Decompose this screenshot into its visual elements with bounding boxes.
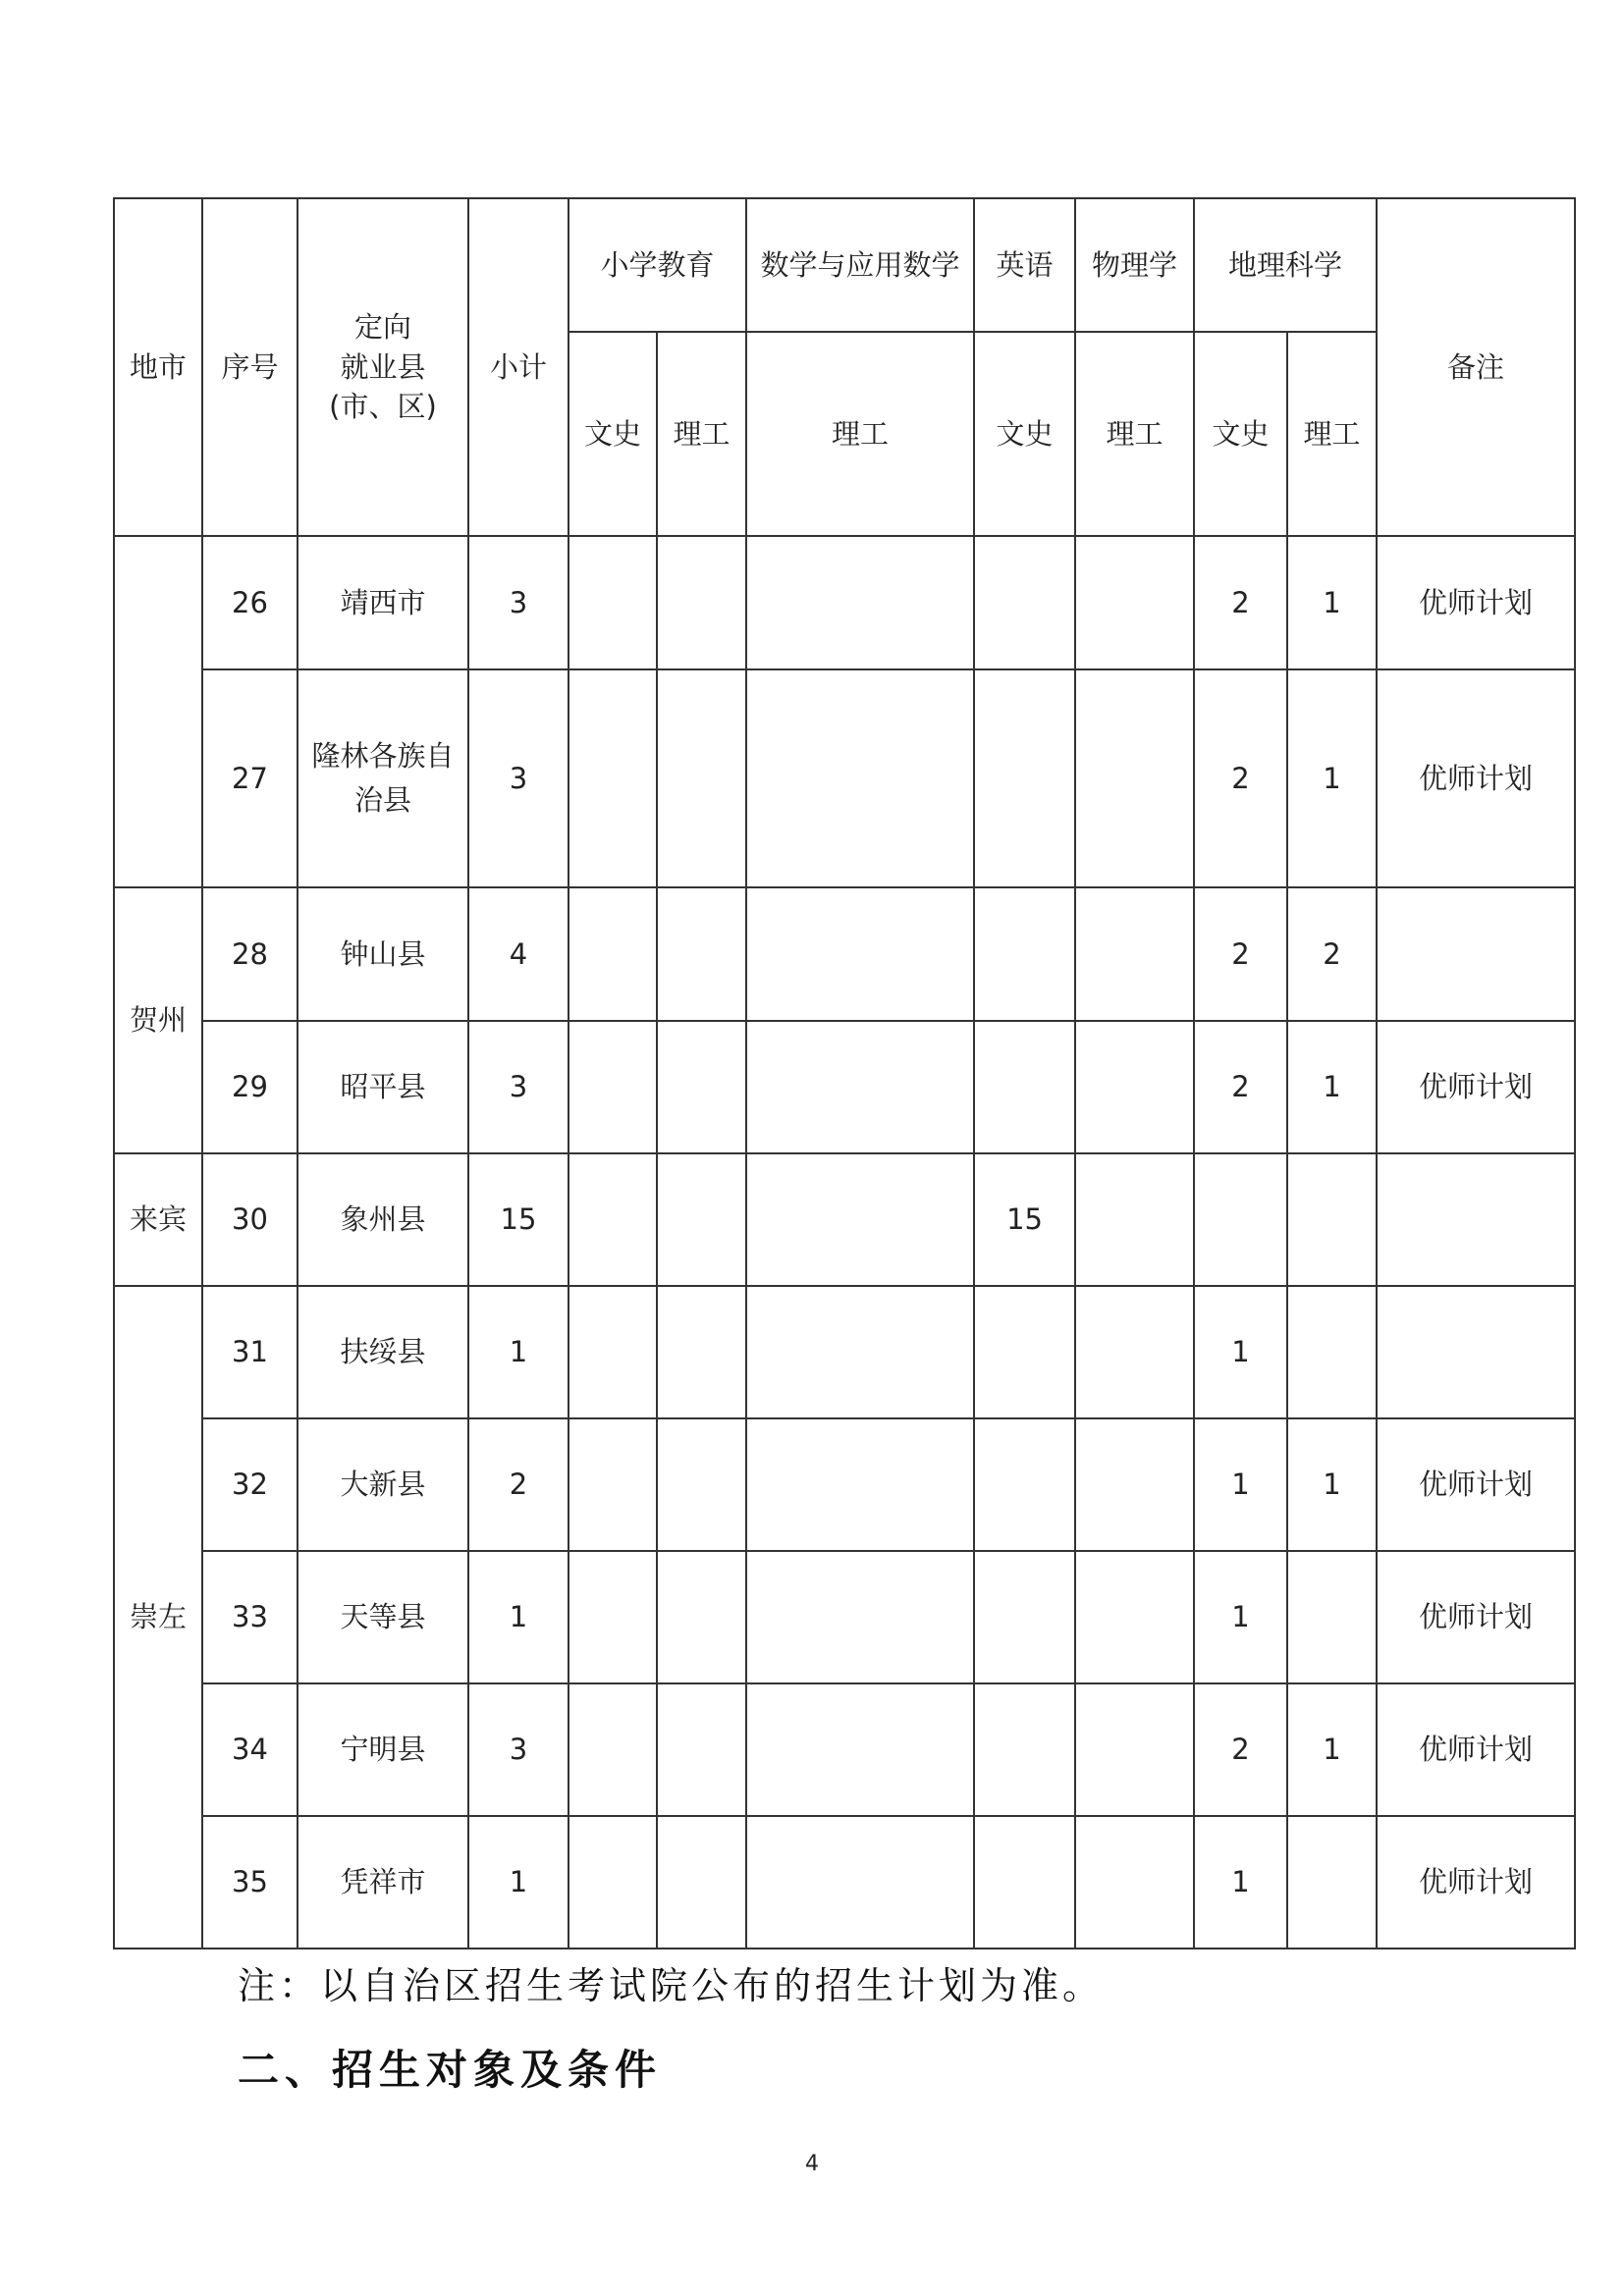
cell-geography-ligong xyxy=(1287,1816,1377,1949)
cell-geography-wenshi xyxy=(1194,1153,1287,1286)
header-county xyxy=(298,198,468,536)
cell-remark: 优师计划 xyxy=(1377,1816,1575,1949)
cell-physics-ligong xyxy=(1075,1683,1194,1816)
cell-geography-ligong xyxy=(1287,1153,1377,1286)
cell-primary-ligong xyxy=(657,1286,746,1418)
region-cell: 贺州 xyxy=(114,887,202,1153)
cell-geography-wenshi: 1 xyxy=(1194,1286,1287,1418)
cell-subtotal: 1 xyxy=(468,1551,568,1683)
cell-primary-ligong xyxy=(657,669,746,887)
cell-math-ligong xyxy=(746,1683,974,1816)
cell-english-wenshi xyxy=(974,887,1075,1021)
cell-subtotal: 1 xyxy=(468,1816,568,1949)
cell-physics-ligong xyxy=(1075,1418,1194,1551)
cell-index: 30 xyxy=(202,1153,298,1286)
cell-math-ligong xyxy=(746,887,974,1021)
cell-physics-ligong xyxy=(1075,1021,1194,1153)
table-row xyxy=(114,1021,1575,1153)
cell-geography-ligong: 1 xyxy=(1287,1021,1377,1153)
cell-geography-wenshi: 2 xyxy=(1194,536,1287,669)
cell-subtotal: 4 xyxy=(468,887,568,1021)
cell-math-ligong xyxy=(746,1816,974,1949)
cell-physics-ligong xyxy=(1075,536,1194,669)
table-row xyxy=(114,536,1575,669)
table-row xyxy=(114,1286,1575,1418)
cell-primary-ligong xyxy=(657,1153,746,1286)
cell-geography-ligong: 1 xyxy=(1287,1683,1377,1816)
header-geography-wenshi: 文史 xyxy=(1194,332,1287,536)
cell-math-ligong xyxy=(746,1153,974,1286)
cell-geography-wenshi: 2 xyxy=(1194,669,1287,887)
cell-county: 靖西市 xyxy=(298,536,468,669)
cell-county: 钟山县 xyxy=(298,887,468,1021)
cell-math-ligong xyxy=(746,1418,974,1551)
cell-english-wenshi xyxy=(974,536,1075,669)
cell-geography-wenshi: 2 xyxy=(1194,1683,1287,1816)
cell-county: 凭祥市 xyxy=(298,1816,468,1949)
header-index: 序号 xyxy=(202,198,298,536)
header-english: 英语 xyxy=(974,198,1075,332)
cell-primary-ligong xyxy=(657,1021,746,1153)
cell-remark: 优师计划 xyxy=(1377,1683,1575,1816)
cell-geography-ligong: 1 xyxy=(1287,1418,1377,1551)
cell-english-wenshi xyxy=(974,1418,1075,1551)
cell-physics-ligong xyxy=(1075,1816,1194,1949)
cell-primary-wenshi xyxy=(568,1153,657,1286)
cell-primary-wenshi xyxy=(568,1286,657,1418)
cell-index: 28 xyxy=(202,887,298,1021)
cell-subtotal: 3 xyxy=(468,1683,568,1816)
cell-remark: 优师计划 xyxy=(1377,536,1575,669)
cell-primary-ligong xyxy=(657,1551,746,1683)
cell-primary-wenshi xyxy=(568,887,657,1021)
cell-primary-wenshi xyxy=(568,1551,657,1683)
cell-index: 32 xyxy=(202,1418,298,1551)
cell-remark xyxy=(1377,1286,1575,1418)
cell-index: 34 xyxy=(202,1683,298,1816)
cell-geography-wenshi: 1 xyxy=(1194,1418,1287,1551)
cell-index: 31 xyxy=(202,1286,298,1418)
cell-primary-wenshi xyxy=(568,1021,657,1153)
header-remark: 备注 xyxy=(1377,198,1575,536)
cell-primary-wenshi xyxy=(568,669,657,887)
header-county-line-1: 定向 xyxy=(353,310,411,345)
header-county-line-2: 就业县 xyxy=(340,349,426,384)
cell-remark: 优师计划 xyxy=(1377,1551,1575,1683)
header-primary-ligong: 理工 xyxy=(657,332,746,536)
header-primary-education: 小学教育 xyxy=(568,198,746,332)
cell-geography-wenshi: 2 xyxy=(1194,1021,1287,1153)
cell-county: 天等县 xyxy=(298,1551,468,1683)
cell-math-ligong xyxy=(746,536,974,669)
cell-county: 昭平县 xyxy=(298,1021,468,1153)
cell-primary-wenshi xyxy=(568,1816,657,1949)
cell-primary-wenshi xyxy=(568,1418,657,1551)
cell-math-ligong xyxy=(746,1021,974,1153)
header-subtotal: 小计 xyxy=(468,198,568,536)
header-math: 数学与应用数学 xyxy=(746,198,974,332)
cell-math-ligong xyxy=(746,669,974,887)
region-cell: 来宾 xyxy=(114,1153,202,1286)
table-row xyxy=(114,1418,1575,1551)
header-row-1 xyxy=(114,198,1575,332)
cell-physics-ligong xyxy=(1075,1286,1194,1418)
cell-physics-ligong xyxy=(1075,887,1194,1021)
region-cell: 崇左 xyxy=(114,1286,202,1949)
cell-physics-ligong xyxy=(1075,669,1194,887)
table-row xyxy=(114,887,1575,1021)
cell-primary-ligong xyxy=(657,1816,746,1949)
cell-english-wenshi xyxy=(974,1816,1075,1949)
cell-math-ligong xyxy=(746,1551,974,1683)
cell-primary-wenshi xyxy=(568,536,657,669)
cell-geography-wenshi: 1 xyxy=(1194,1551,1287,1683)
cell-physics-ligong xyxy=(1075,1551,1194,1683)
table-note: 注：以自治区招生考试院公布的招生计划为准。 xyxy=(238,1964,1105,2007)
header-geography: 地理科学 xyxy=(1194,198,1377,332)
cell-primary-ligong xyxy=(657,1418,746,1551)
cell-geography-ligong: 1 xyxy=(1287,669,1377,887)
cell-remark: 优师计划 xyxy=(1377,669,1575,887)
page-number: 4 xyxy=(805,2152,819,2176)
section-heading: 二、招生对象及条件 xyxy=(238,2046,663,2094)
cell-subtotal: 3 xyxy=(468,669,568,887)
cell-geography-wenshi: 1 xyxy=(1194,1816,1287,1949)
cell-primary-ligong xyxy=(657,887,746,1021)
header-geography-ligong: 理工 xyxy=(1287,332,1377,536)
table-row xyxy=(114,1683,1575,1816)
cell-subtotal: 2 xyxy=(468,1418,568,1551)
cell-county: 象州县 xyxy=(298,1153,468,1286)
cell-county: 扶绥县 xyxy=(298,1286,468,1418)
cell-county: 宁明县 xyxy=(298,1683,468,1816)
cell-remark xyxy=(1377,1153,1575,1286)
cell-geography-ligong: 2 xyxy=(1287,887,1377,1021)
cell-subtotal: 1 xyxy=(468,1286,568,1418)
header-city: 地市 xyxy=(114,198,202,536)
cell-index: 29 xyxy=(202,1021,298,1153)
cell-english-wenshi xyxy=(974,669,1075,887)
header-county-line-3: (市、区) xyxy=(329,390,437,424)
cell-county: 大新县 xyxy=(298,1418,468,1551)
cell-geography-ligong: 1 xyxy=(1287,536,1377,669)
cell-index: 26 xyxy=(202,536,298,669)
region-cell-empty xyxy=(114,536,202,887)
cell-index: 33 xyxy=(202,1551,298,1683)
cell-index: 35 xyxy=(202,1816,298,1949)
cell-english-wenshi xyxy=(974,1683,1075,1816)
cell-english-wenshi xyxy=(974,1551,1075,1683)
header-math-ligong: 理工 xyxy=(746,332,974,536)
table-row xyxy=(114,1153,1575,1286)
cell-geography-wenshi: 2 xyxy=(1194,887,1287,1021)
table-row xyxy=(114,669,1575,887)
cell-english-wenshi xyxy=(974,1286,1075,1418)
header-physics: 物理学 xyxy=(1075,198,1194,332)
cell-geography-ligong xyxy=(1287,1286,1377,1418)
cell-county: 隆林各族自治县 xyxy=(298,669,468,887)
cell-index: 27 xyxy=(202,669,298,887)
cell-remark: 优师计划 xyxy=(1377,1021,1575,1153)
cell-math-ligong xyxy=(746,1286,974,1418)
cell-geography-ligong xyxy=(1287,1551,1377,1683)
cell-english-wenshi xyxy=(974,1021,1075,1153)
cell-subtotal: 3 xyxy=(468,536,568,669)
enrollment-plan-table xyxy=(113,197,1576,1949)
cell-primary-ligong xyxy=(657,536,746,669)
table-row xyxy=(114,1551,1575,1683)
header-primary-wenshi: 文史 xyxy=(568,332,657,536)
header-english-wenshi: 文史 xyxy=(974,332,1075,536)
table-row xyxy=(114,1816,1575,1949)
cell-physics-ligong xyxy=(1075,1153,1194,1286)
cell-primary-ligong xyxy=(657,1683,746,1816)
cell-english-wenshi: 15 xyxy=(974,1153,1075,1286)
header-physics-ligong: 理工 xyxy=(1075,332,1194,536)
cell-remark: 优师计划 xyxy=(1377,1418,1575,1551)
cell-subtotal: 3 xyxy=(468,1021,568,1153)
cell-subtotal: 15 xyxy=(468,1153,568,1286)
cell-remark xyxy=(1377,887,1575,1021)
cell-primary-wenshi xyxy=(568,1683,657,1816)
